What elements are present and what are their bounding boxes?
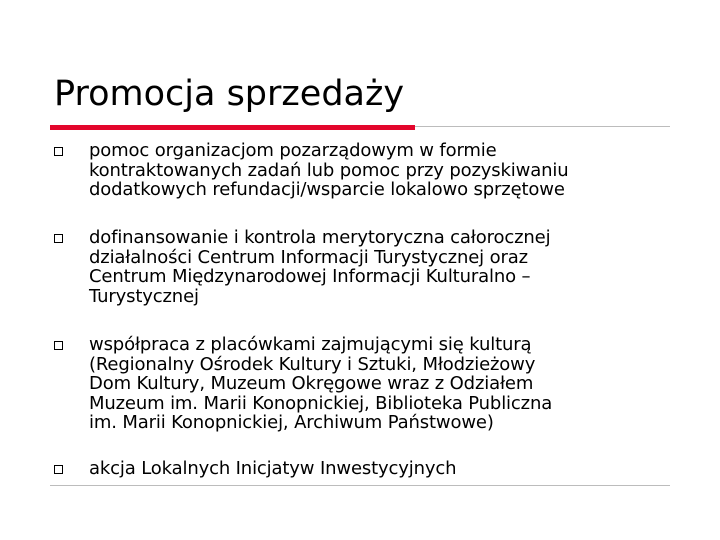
footer-divider — [50, 485, 670, 486]
hollow-square-bullet-icon — [54, 147, 63, 156]
bullet-text: akcja Lokalnych Inicjatyw Inwestycyjnych — [89, 458, 457, 479]
hollow-square-bullet-icon — [54, 234, 63, 243]
slide-title: Promocja sprzedaży — [54, 74, 405, 114]
bullet-text: pomoc organizacjom pozarządowym w formie kontraktowanych zadań lub pomoc przy pozyskiwaniu dodatkowych refundacji/wsparcie lokalowo sprzętowe — [89, 140, 569, 200]
title-accent-bar — [50, 125, 415, 130]
hollow-square-bullet-icon — [54, 341, 63, 350]
hollow-square-bullet-icon — [54, 465, 63, 474]
bullet-text: dofinansowanie i kontrola merytoryczna całorocznej działalności Centrum Informacji Turystycznej oraz Centrum Międzynarodowej Informacji Kulturalno – Turystycznej — [89, 227, 551, 307]
bullet-text: współpraca z placówkami zajmującymi się kulturą (Regionalny Ośrodek Kultury i Sztuki, Młodzieżowy Dom Kultury, Muzeum Okręgowe wraz z Odziałem Muzeum im. Marii Konopnickiej, Biblioteka Publiczna im. Marii Konopnickiej, Archiwum Państwowe) — [89, 334, 553, 433]
